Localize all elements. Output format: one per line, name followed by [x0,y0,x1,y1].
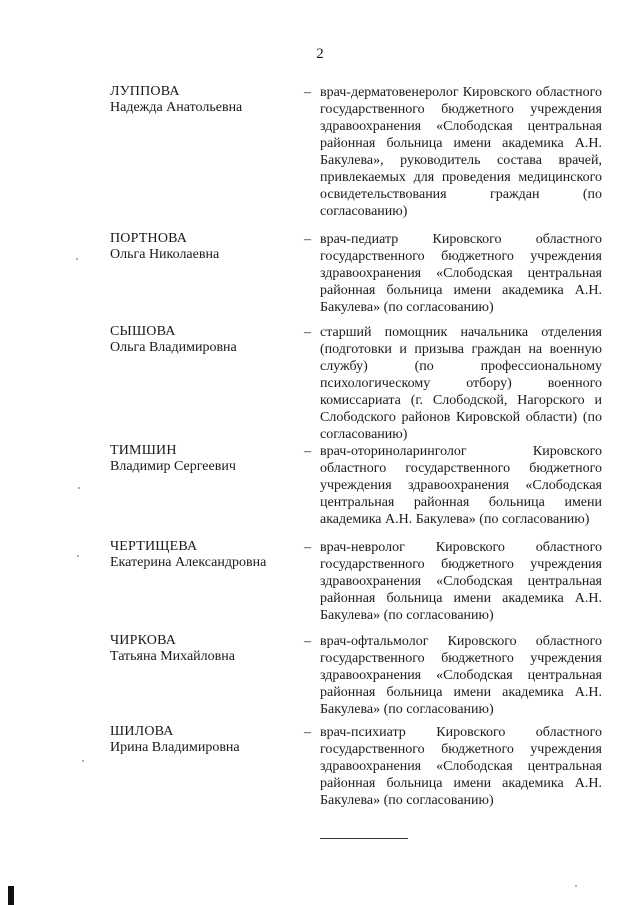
role-description: врач-психиатр Кировского областного государственного бюджетного учреждения здравоохранения «Слободская центральная районная больница имени академика А.Н. Бакулева» (по согласованию) [320,725,602,808]
person-name [110,324,300,356]
given-name: Ольга Николаевна [110,247,220,262]
surname: ЛУППОВА [110,84,180,99]
dash: – [304,232,311,247]
given-name: Ольга Владимировна [110,340,237,355]
scan-speck [575,885,577,887]
role-description: врач-невролог Кировского областного государственного бюджетного учреждения здравоохранения «Слободская центральная районная больница имени академика А.Н. Бакулева» (по согласованию) [320,540,602,623]
role-description: врач-дерматовенеролог Кировского областного государственного бюджетного учреждения здравоохранения «Слободская центральная районная больница имени академика А.Н. Бакулева», руководитель состава врачей, привлекаемых для проведения медицинского освидетельствования граждан (по согласованию) [320,85,602,219]
role-description: врач-оториноларинголог Кировского областного государственного бюджетного учреждения здравоохранения «Слободская центральная районная больница имени академика А.Н. Бакулева» (по согласованию) [320,444,602,527]
scan-speck [78,487,80,489]
dash: – [304,540,311,555]
person-name [110,231,300,263]
surname: ТИМШИН [110,443,177,458]
given-name: Ирина Владимировна [110,740,240,755]
person-name [110,633,300,665]
scan-edge-mark [8,886,14,905]
dash: – [304,325,311,340]
dash: – [304,725,311,740]
closing-rule [320,838,408,839]
scan-speck [76,258,78,260]
given-name: Екатерина Александровна [110,555,267,570]
role-description: старший помощник начальника отделения (подготовки и призыва граждан на военную службу) (по профессиональному психологическому отбору) военного комиссариата (г. Слободской, Нагорского и Слободского районов Кировской области) (по согласованию) [320,325,602,442]
person-name [110,539,300,571]
page-number: 2 [316,46,324,62]
dash: – [304,444,311,459]
given-name: Владимир Сергеевич [110,459,236,474]
surname: ЧИРКОВА [110,633,177,648]
given-name: Надежда Анатольевна [110,100,243,115]
dash: – [304,634,311,649]
role-description: врач-педиатр Кировского областного государственного бюджетного учреждения здравоохранения «Слободская центральная районная больница имени академика А.Н. Бакулева» (по согласованию) [320,232,602,315]
person-name [110,84,300,116]
given-name: Татьяна Михайловна [110,649,235,664]
person-name [110,443,300,475]
scan-speck [82,760,84,762]
surname: ЧЕРТИЩЕВА [110,539,198,554]
surname: ПОРТНОВА [110,231,188,246]
dash: – [304,85,311,100]
surname: ШИЛОВА [110,724,174,739]
scan-speck [77,555,79,557]
person-name [110,724,300,756]
surname: СЫШОВА [110,324,176,339]
role-description: врач-офтальмолог Кировского областного государственного бюджетного учреждения здравоохранения «Слободская центральная районная больница имени академика А.Н. Бакулева» (по согласованию) [320,634,602,717]
